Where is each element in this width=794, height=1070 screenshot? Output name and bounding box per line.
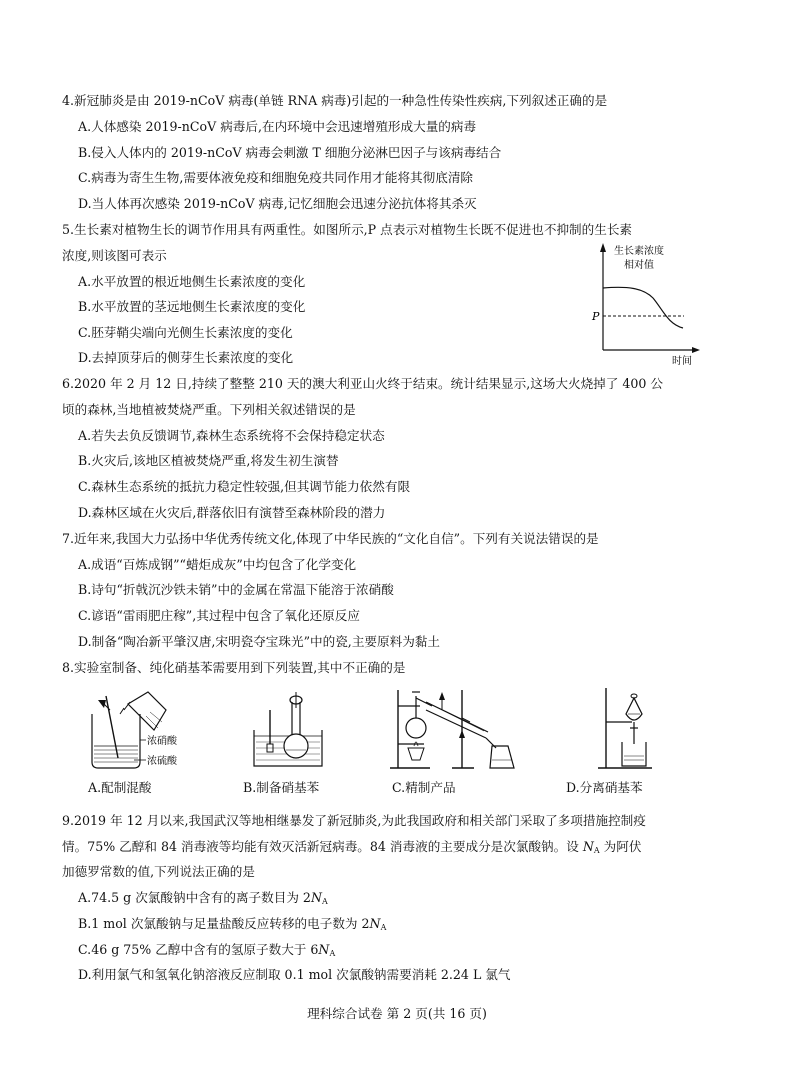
q6-stem-line2: 顷的森林,当地植被焚烧严重。下列相关叙述错误的是 xyxy=(62,402,356,417)
q8-stem: 8.实验室制备、纯化硝基苯需要用到下列装置,其中不正确的是 xyxy=(62,660,406,675)
q8-figure-b-prep-apparatus xyxy=(246,688,336,774)
q9-stem-line3: 加德罗常数的值,下列说法正确的是 xyxy=(62,864,255,879)
q5-graph-xlabel: 时间 xyxy=(672,356,692,367)
q8-caption-c: C.精制产品 xyxy=(392,780,456,795)
q7-option-c: C.谚语“雷雨肥庄稼”,其过程中包含了氧化还原反应 xyxy=(78,608,360,623)
q7-stem: 7.近年来,我国大力弘扬中华优秀传统文化,体现了中华民族的“文化自信”。下列有关说法错误的是 xyxy=(62,531,599,546)
q9-stem-line1: 9.2019 年 12 月以来,我国武汉等地相继暴发了新冠肺炎,为此我国政府和相关部门采取了多项措施控制疫 xyxy=(62,813,646,828)
q4-stem: 4.新冠肺炎是由 2019-nCoV 病毒(单链 RNA 病毒)引起的一种急性传染性疾病,下列叙述正确的是 xyxy=(62,93,608,108)
q8-figure-a-mixing-acid xyxy=(84,688,194,774)
q9-option-b: B.1 mol 次氯酸钠与足量盐酸反应转移的电子数为 $2N_A$ xyxy=(78,916,387,932)
q9-option-d: D.利用氯气和氢氧化钠溶液反应制取 0.1 mol 次氯酸钠需要消耗 2.24 L 氯气 xyxy=(78,967,511,982)
q4-option-c: C.病毒为寄生生物,需要体液免疫和细胞免疫共同作用才能将其彻底清除 xyxy=(78,170,474,185)
q8-figure-a-label-sulfuric: 浓硫酸 xyxy=(147,756,177,767)
page-footer: 理科综合试卷 第 2 页(共 16 页) xyxy=(307,1006,487,1021)
q9-stem-line2: 情。75% 乙醇和 84 消毒液等均能有效灭活新冠病毒。84 消毒液的主要成分是次氯酸钠。设 $N_A$ 为阿伏 xyxy=(62,839,642,855)
q7-option-b: B.诗句“折戟沉沙铁未销”中的金属在常温下能溶于浓硝酸 xyxy=(78,582,394,597)
q4-option-d: D.当人体再次感染 2019-nCoV 病毒,记忆细胞会迅速分泌抗体将其杀灭 xyxy=(78,196,477,211)
q6-option-b: B.火灾后,该地区植被焚烧严重,将发生初生演替 xyxy=(78,453,339,468)
q9-option-c: C.46 g 75% 乙醇中含有的氢原子数大于 $6N_A$ xyxy=(78,942,336,958)
q5-graph-p-label: P xyxy=(592,310,600,323)
q5-graph-ylabel-1: 生长素浓度 xyxy=(614,246,664,257)
q5-graph-ylabel-2: 相对值 xyxy=(624,260,654,271)
q8-figure-c-distillation xyxy=(386,684,522,776)
q5-option-c: C.胚芽鞘尖端向光侧生长素浓度的变化 xyxy=(78,325,293,340)
q7-option-d: D.制备“陶冶新平肇汉唐,宋明瓷夺宝珠光”中的瓷,主要原料为黏土 xyxy=(78,634,440,649)
q8-figure-d-separatory-funnel xyxy=(590,684,660,776)
q7-option-a: A.成语“百炼成钢”“蜡炬成灰”中均包含了化学变化 xyxy=(78,557,357,572)
q6-option-d: D.森林区域在火灾后,群落依旧有演替至森林阶段的潜力 xyxy=(78,505,386,520)
q8-caption-a: A.配制混酸 xyxy=(88,780,152,795)
q8-caption-b: B.制备硝基苯 xyxy=(243,780,320,795)
q8-caption-d: D.分离硝基苯 xyxy=(566,780,643,795)
q6-option-a: A.若失去负反馈调节,森林生态系统将不会保持稳定状态 xyxy=(78,428,385,443)
q5-option-d: D.去掉顶芽后的侧芽生长素浓度的变化 xyxy=(78,350,294,365)
q5-auxin-graph xyxy=(588,240,708,368)
q5-stem-line1: 5.生长素对植物生长的调节作用具有两重性。如图所示,P 点表示对植物生长既不促进也不抑制的生长素 xyxy=(62,222,633,237)
q5-stem-line2: 浓度,则该图可表示 xyxy=(62,248,167,263)
q9-option-a: A.74.5 g 次氯酸钠中含有的离子数目为 $2N_A$ xyxy=(78,890,328,906)
q5-option-a: A.水平放置的根近地侧生长素浓度的变化 xyxy=(78,274,306,289)
q6-stem-line1: 6.2020 年 2 月 12 日,持续了整整 210 天的澳大利亚山火终于结束。统计结果显示,这场大火烧掉了 400 公 xyxy=(62,376,663,391)
q4-option-a: A.人体感染 2019-nCoV 病毒后,在内环境中会迅速增殖形成大量的病毒 xyxy=(78,119,477,134)
q8-figure-a-label-nitric: 浓硝酸 xyxy=(147,736,177,747)
q4-option-b: B.侵入人体内的 2019-nCoV 病毒会刺激 T 细胞分泌淋巴因子与该病毒结合 xyxy=(78,145,502,160)
q6-option-c: C.森林生态系统的抵抗力稳定性较强,但其调节能力依然有限 xyxy=(78,479,411,494)
q5-option-b: B.水平放置的茎远地侧生长素浓度的变化 xyxy=(78,299,306,314)
